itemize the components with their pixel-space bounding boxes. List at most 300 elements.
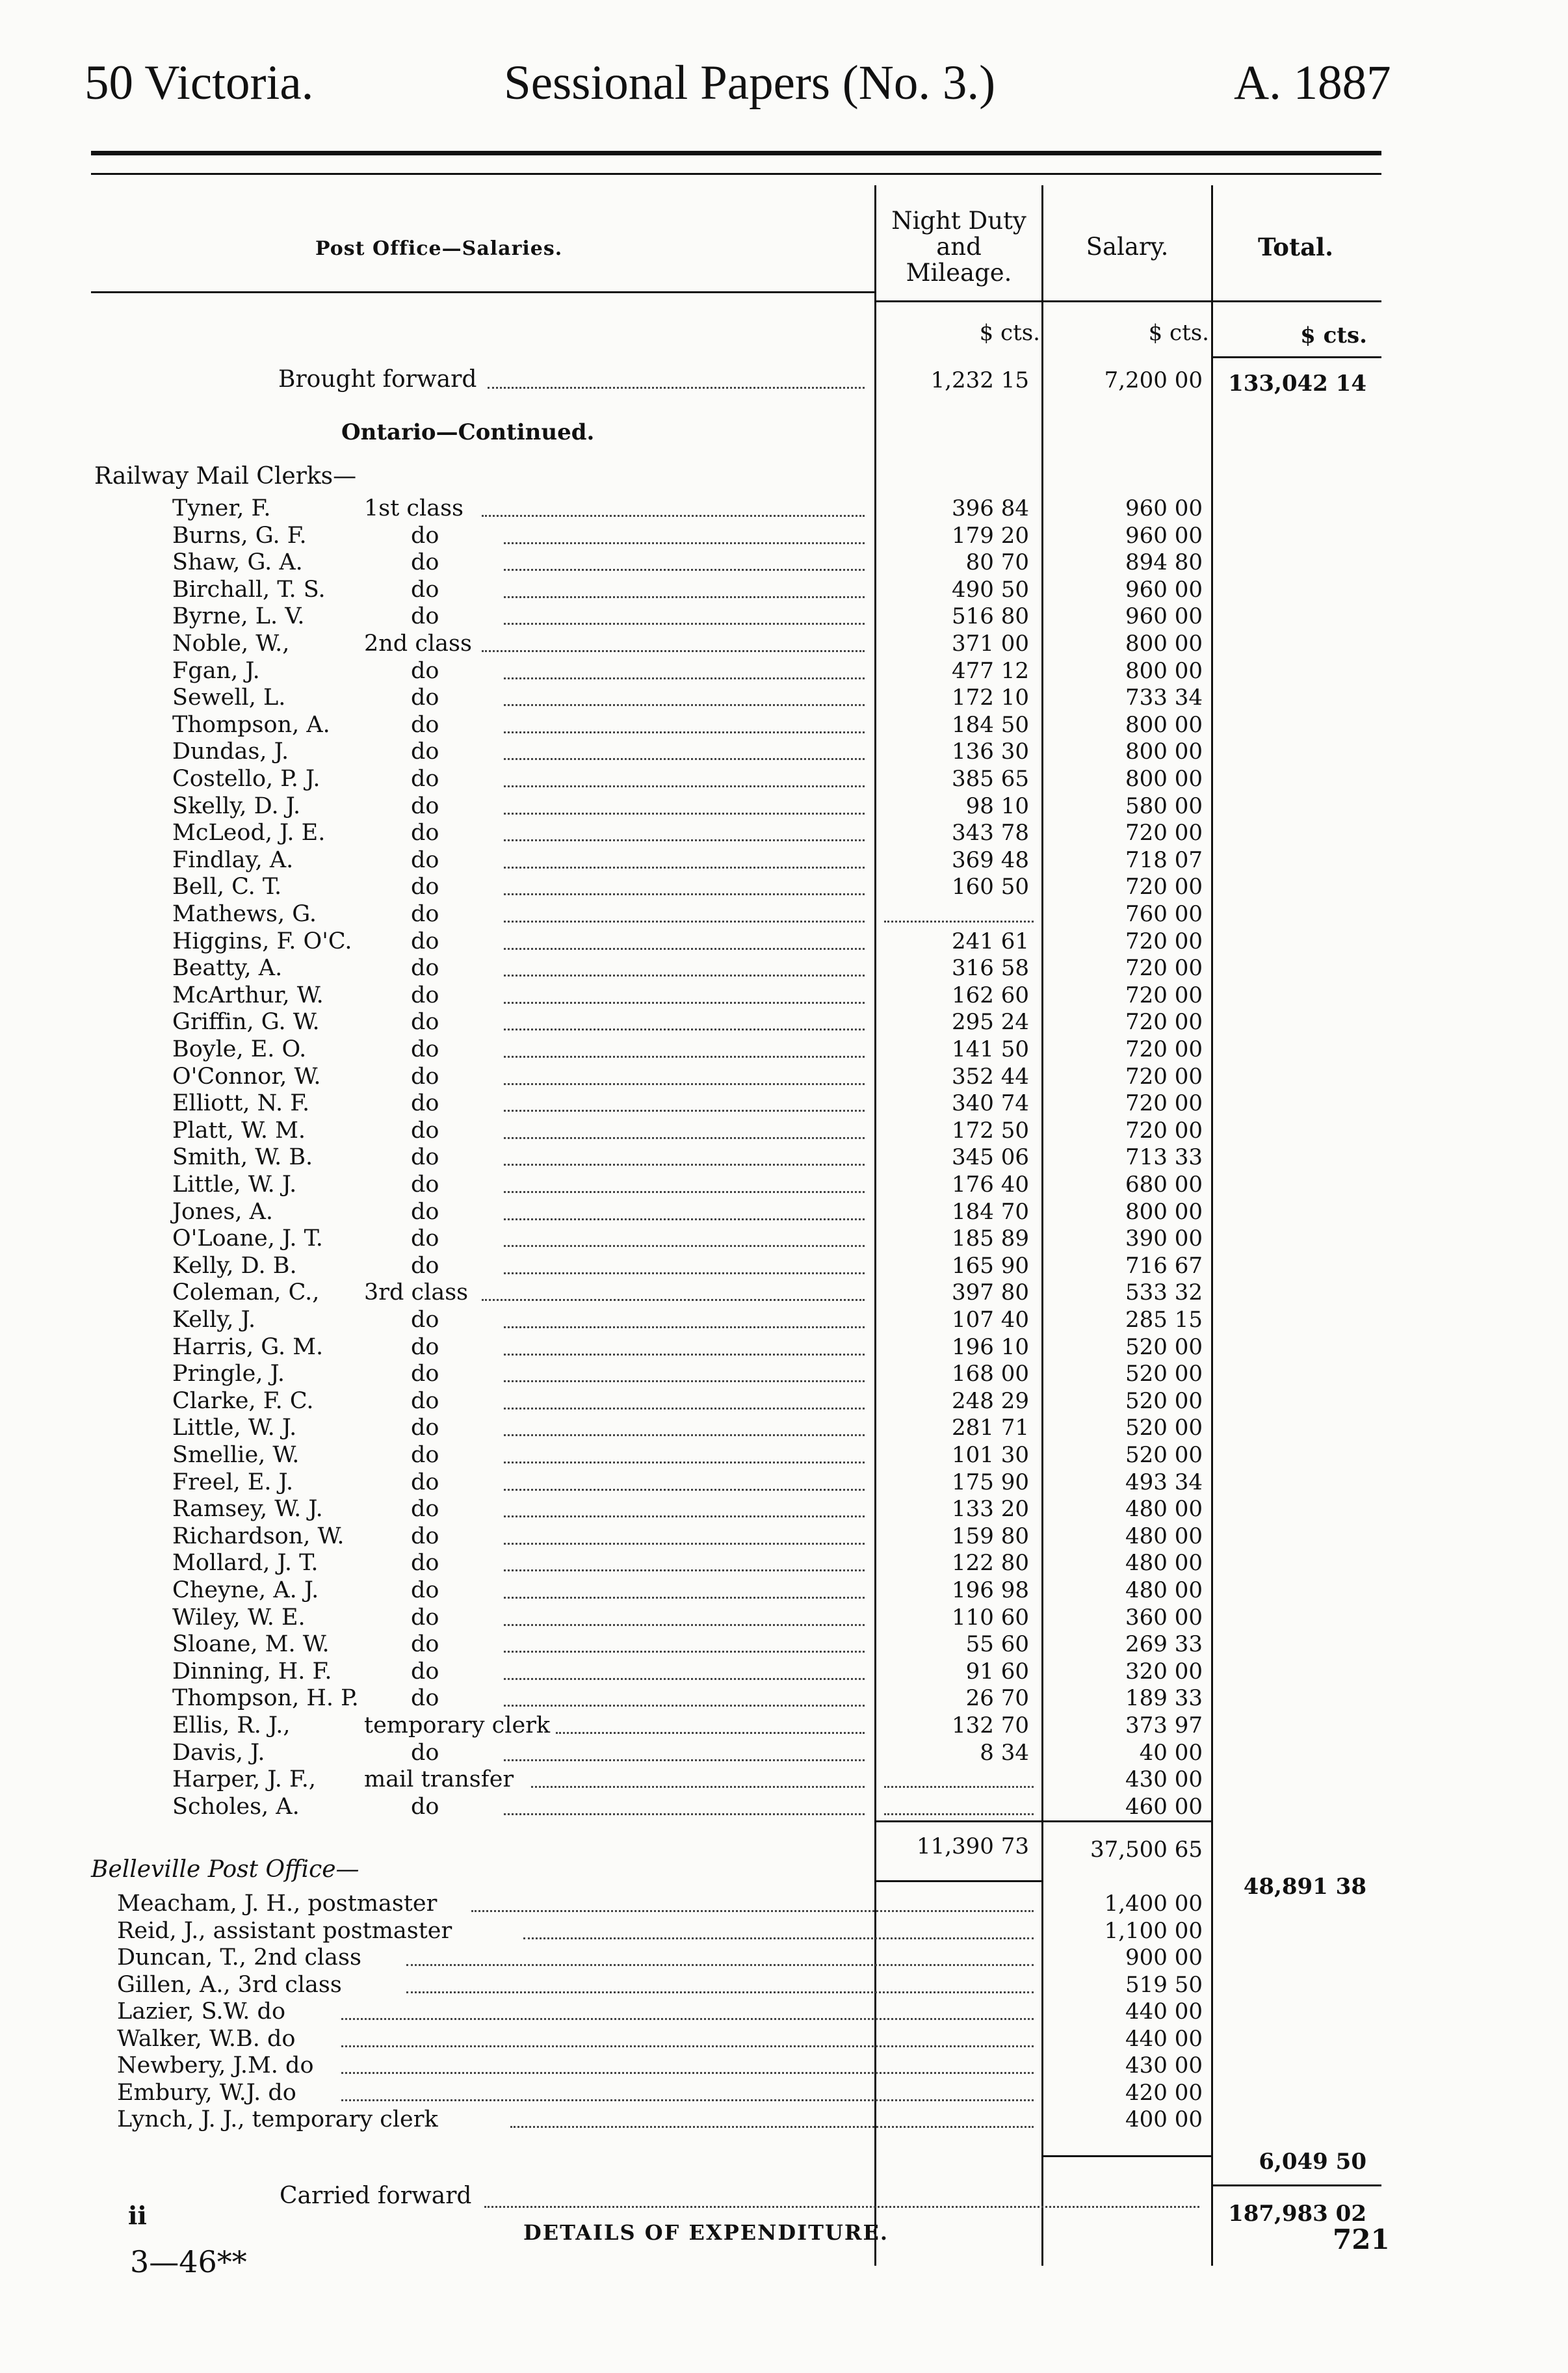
railway-night-duty: 369 48 xyxy=(952,847,1029,873)
railway-clerk-class: mail transfer xyxy=(364,1766,514,1792)
railway-night-duty: 160 50 xyxy=(952,874,1029,900)
dot-leader xyxy=(504,1569,865,1571)
dot-leader xyxy=(523,1937,1034,1939)
railway-night-duty: 176 40 xyxy=(952,1172,1029,1198)
railway-clerk-class: do xyxy=(411,1118,439,1144)
railway-clerk-class: temporary clerk xyxy=(364,1712,551,1738)
dot-leader xyxy=(504,731,865,733)
railway-night-duty: 345 06 xyxy=(952,1144,1029,1170)
dot-leader xyxy=(504,1110,865,1112)
railway-night-duty: 477 12 xyxy=(952,658,1029,684)
belleville-staff-name: Meacham, J. H., postmaster xyxy=(117,1891,438,1917)
belleville-staff-name: Reid, J., assistant postmaster xyxy=(117,1918,452,1944)
dot-leader xyxy=(504,1434,865,1436)
railway-clerk-name: Bell, C. T. xyxy=(172,874,282,900)
railway-salary: 960 00 xyxy=(1125,603,1203,629)
belleville-section-heading: Belleville Post Office— xyxy=(91,1856,359,1883)
dot-leader xyxy=(406,1964,1034,1966)
belleville-staff-name: Walker, W.B. do xyxy=(117,2026,296,2052)
dot-leader xyxy=(504,1813,865,1815)
railway-salary: 720 00 xyxy=(1125,1118,1203,1144)
night-duty-heading xyxy=(878,208,1040,286)
header-sessional-papers: Sessional Papers (No. 3.) xyxy=(504,56,996,110)
belleville-salary: 430 00 xyxy=(1125,2052,1203,2078)
railway-clerk-class: do xyxy=(411,1361,439,1387)
railway-clerk-class: do xyxy=(411,1523,439,1549)
railway-clerk-name: Freel, E. J. xyxy=(172,1469,294,1495)
night-duty-heading-line-2: and xyxy=(936,233,982,261)
dot-leader xyxy=(504,921,865,923)
railway-night-duty: 248 29 xyxy=(952,1388,1029,1414)
railway-salary: 520 00 xyxy=(1125,1361,1203,1387)
railway-night-duty: 343 78 xyxy=(952,820,1029,846)
railway-clerk-class: do xyxy=(411,549,439,575)
railway-salary: 520 00 xyxy=(1125,1442,1203,1468)
railway-clerk-class: do xyxy=(411,874,439,900)
railway-clerk-class: do xyxy=(411,1685,439,1711)
railway-night-duty: 196 98 xyxy=(952,1577,1029,1603)
belleville-staff-name: Gillen, A., 3rd class xyxy=(117,1972,342,1998)
railway-clerk-name: Kelly, J. xyxy=(172,1307,256,1333)
railway-clerk-name: Mathews, G. xyxy=(172,901,317,927)
railway-night-duty: 101 30 xyxy=(952,1442,1029,1468)
railway-night-duty: 295 24 xyxy=(952,1009,1029,1035)
dot-leader xyxy=(504,1705,865,1707)
railway-salary: 720 00 xyxy=(1125,820,1203,846)
railway-night-duty: 184 50 xyxy=(952,712,1029,738)
railway-clerk-class: do xyxy=(411,1415,439,1441)
dot-leader xyxy=(504,839,865,841)
page-number: 721 xyxy=(1333,2223,1390,2255)
dot-leader xyxy=(504,1245,865,1247)
railway-salary: 493 34 xyxy=(1125,1469,1203,1495)
railway-salary: 800 00 xyxy=(1125,739,1203,765)
railway-salary: 480 00 xyxy=(1125,1577,1203,1603)
dot-leader xyxy=(556,1732,865,1734)
dot-leader xyxy=(504,1651,865,1653)
dot-leader xyxy=(504,569,865,571)
column-divider-2 xyxy=(1041,185,1043,2266)
railway-clerk-name: Shaw, G. A. xyxy=(172,549,303,575)
dot-leader xyxy=(504,1678,865,1680)
railway-salary: 720 00 xyxy=(1125,1064,1203,1090)
railway-clerk-name: Elliott, N. F. xyxy=(172,1090,310,1116)
carried-forward-label: Carried forward xyxy=(280,2183,472,2209)
brought-forward-salary: 7,200 00 xyxy=(1104,367,1203,393)
railway-salary: 520 00 xyxy=(1125,1334,1203,1360)
railway-clerk-name: Cheyne, A. J. xyxy=(172,1577,319,1603)
railway-clerk-name: Boyle, E. O. xyxy=(172,1036,307,1062)
night-unit-label: $ cts. xyxy=(979,320,1040,346)
railway-night-duty: 184 70 xyxy=(952,1199,1029,1225)
railway-clerk-name: Dinning, H. F. xyxy=(172,1658,332,1685)
railway-clerk-name: Jones, A. xyxy=(172,1199,273,1225)
railway-clerk-class: do xyxy=(411,1469,439,1495)
railway-night-duty: 396 84 xyxy=(952,495,1029,521)
railway-clerk-name: Ellis, R. J., xyxy=(172,1712,291,1738)
railway-clerk-name: Smith, W. B. xyxy=(172,1144,313,1170)
dot-leader xyxy=(504,893,865,895)
railway-clerk-name: Thompson, A. xyxy=(172,712,330,738)
railway-clerk-name: Scholes, A. xyxy=(172,1794,300,1820)
railway-night-duty: 241 61 xyxy=(952,928,1029,954)
railway-clerk-class: do xyxy=(411,901,439,927)
railway-night-duty: 110 60 xyxy=(952,1605,1029,1631)
railway-clerk-class: do xyxy=(411,1064,439,1090)
dot-leader xyxy=(504,1137,865,1139)
railway-night-duty: 159 80 xyxy=(952,1523,1029,1549)
railway-salary: 720 00 xyxy=(1125,1090,1203,1116)
railway-salary: 40 00 xyxy=(1139,1740,1203,1766)
railway-night-duty: 172 50 xyxy=(952,1118,1029,1144)
railway-night-duty: 141 50 xyxy=(952,1036,1029,1062)
dot-leader xyxy=(504,542,865,544)
railway-clerk-class: do xyxy=(411,685,439,711)
railway-salary: 800 00 xyxy=(1125,1199,1203,1225)
dot-leader xyxy=(504,1029,865,1030)
brought-forward-total: 133,042 14 xyxy=(1228,371,1366,397)
railway-clerk-name: Harper, J. F., xyxy=(172,1766,317,1792)
railway-salary: 894 80 xyxy=(1125,549,1203,575)
railway-salary: 430 00 xyxy=(1125,1766,1203,1792)
belleville-salary: 900 00 xyxy=(1125,1945,1203,1971)
belleville-staff-name: Lynch, J. J., temporary clerk xyxy=(117,2106,438,2132)
railway-salary: 720 00 xyxy=(1125,928,1203,954)
railway-clerk-name: Noble, W., xyxy=(172,631,290,657)
railway-night-duty: 136 30 xyxy=(952,739,1029,765)
carried-forward-top-rule xyxy=(1211,2184,1381,2186)
railway-clerk-class: do xyxy=(411,1794,439,1820)
dot-leader xyxy=(504,1083,865,1085)
salary-unit-label: $ cts. xyxy=(1148,320,1209,346)
railway-clerk-name: Pringle, J. xyxy=(172,1361,285,1387)
railway-clerk-name: McLeod, J. E. xyxy=(172,820,326,846)
railway-total: 48,891 38 xyxy=(1243,1874,1366,1900)
belleville-staff-name: Newbery, J.M. do xyxy=(117,2052,314,2078)
railway-clerk-class: do xyxy=(411,955,439,981)
night-duty-heading-line-3: Mileage. xyxy=(906,259,1012,287)
railway-night-duty: 185 89 xyxy=(952,1226,1029,1252)
railway-clerk-class: do xyxy=(411,1577,439,1603)
dot-leader xyxy=(471,1910,1034,1912)
header-session: 50 Victoria. xyxy=(85,56,314,110)
belleville-staff-name: Duncan, T., 2nd class xyxy=(117,1945,361,1971)
dot-leader xyxy=(341,2045,1034,2047)
railway-clerk-name: Davis, J. xyxy=(172,1740,265,1766)
railway-clerk-name: Clarke, F. C. xyxy=(172,1388,314,1414)
railway-clerk-name: Little, W. J. xyxy=(172,1415,297,1441)
brought-forward-label: Brought forward xyxy=(278,366,477,393)
belleville-staff-name: Embury, W.J. do xyxy=(117,2080,296,2106)
dot-leader xyxy=(341,2099,1034,2101)
belleville-salary: 440 00 xyxy=(1125,1999,1203,2025)
railway-salary: 480 00 xyxy=(1125,1550,1203,1576)
railway-salary: 680 00 xyxy=(1125,1172,1203,1198)
belleville-salary: 1,400 00 xyxy=(1104,1891,1203,1917)
carried-forward-total: 187,983 02 xyxy=(1228,2201,1366,2227)
belleville-salary: 1,100 00 xyxy=(1104,1918,1203,1944)
brought-forward-rule xyxy=(1211,356,1381,358)
brought-forward-leader xyxy=(488,387,865,389)
railway-night-duty: 516 80 xyxy=(952,603,1029,629)
table-title: Post Office—Salaries. xyxy=(315,237,563,260)
dot-leader xyxy=(406,1991,1034,1993)
railway-night-duty: 371 00 xyxy=(952,631,1029,657)
railway-clerk-class: do xyxy=(411,1496,439,1522)
dot-leader xyxy=(504,596,865,598)
railway-clerk-class: do xyxy=(411,1172,439,1198)
railway-clerk-name: Sloane, M. W. xyxy=(172,1631,330,1657)
railway-salary: 533 32 xyxy=(1125,1279,1203,1305)
dot-leader xyxy=(504,1326,865,1328)
railway-night-duty: 352 44 xyxy=(952,1064,1029,1090)
railway-salary: 720 00 xyxy=(1125,955,1203,981)
railway-clerk-name: Fgan, J. xyxy=(172,658,260,684)
railway-salary: 800 00 xyxy=(1125,766,1203,792)
railway-clerk-name: Tyner, F. xyxy=(172,495,271,521)
railway-night-duty: 107 40 xyxy=(952,1307,1029,1333)
head-rule-right xyxy=(874,300,1381,302)
railway-clerk-class: do xyxy=(411,793,439,819)
belleville-staff-name: Lazier, S.W. do xyxy=(117,1999,286,2025)
belleville-total: 6,049 50 xyxy=(1259,2149,1366,2175)
railway-clerk-class: do xyxy=(411,1658,439,1685)
night-column-close-rule xyxy=(874,1880,1041,1882)
railway-clerk-class: do xyxy=(411,523,439,549)
belleville-salary: 519 50 xyxy=(1125,1972,1203,1998)
railway-salary: 269 33 xyxy=(1125,1631,1203,1657)
dot-leader xyxy=(504,1515,865,1517)
railway-clerk-class: do xyxy=(411,712,439,738)
dot-leader xyxy=(504,1191,865,1193)
column-divider-3 xyxy=(1211,185,1213,2266)
railway-clerk-class: do xyxy=(411,1442,439,1468)
railway-salary: 480 00 xyxy=(1125,1523,1203,1549)
railway-salary: 713 33 xyxy=(1125,1144,1203,1170)
header-year: A. 1887 xyxy=(1234,56,1391,110)
carried-forward-leader xyxy=(484,2206,1199,2208)
railway-salary: 520 00 xyxy=(1125,1415,1203,1441)
railway-salary: 390 00 xyxy=(1125,1226,1203,1252)
head-rule-left xyxy=(91,291,874,293)
railway-clerk-class: do xyxy=(411,1226,439,1252)
railway-clerk-name: Coleman, C., xyxy=(172,1279,320,1305)
dot-leader xyxy=(504,948,865,950)
brought-forward-night: 1,232 15 xyxy=(930,367,1029,393)
railway-salary: 720 00 xyxy=(1125,874,1203,900)
footer-left-mark: ii xyxy=(128,2201,147,2230)
railway-clerk-class: do xyxy=(411,1605,439,1631)
dot-leader xyxy=(341,2018,1034,2020)
railway-clerk-name: Beatty, A. xyxy=(172,955,283,981)
railway-clerk-class: do xyxy=(411,1199,439,1225)
railway-salary: 189 33 xyxy=(1125,1685,1203,1711)
railway-clerk-name: Sewell, L. xyxy=(172,685,286,711)
railway-clerk-name: Dundas, J. xyxy=(172,739,289,765)
railway-salary: 720 00 xyxy=(1125,1009,1203,1035)
dot-leader xyxy=(482,515,865,517)
dot-leader xyxy=(510,2126,1034,2128)
railway-night-duty: 98 10 xyxy=(965,793,1029,819)
railway-clerk-name: Platt, W. M. xyxy=(172,1118,306,1144)
dot-leader xyxy=(482,1299,865,1301)
railway-clerk-class: do xyxy=(411,739,439,765)
railway-clerk-class: do xyxy=(411,982,439,1008)
belleville-rule xyxy=(1041,2155,1211,2157)
total-heading: Total. xyxy=(1258,233,1333,261)
railway-clerk-class: do xyxy=(411,1009,439,1035)
railway-clerk-name: Little, W. J. xyxy=(172,1172,297,1198)
dot-leader xyxy=(504,1489,865,1491)
railway-salary: 460 00 xyxy=(1125,1794,1203,1820)
railway-clerk-class: do xyxy=(411,1334,439,1360)
dot-leader xyxy=(482,650,865,652)
empty-cell-leader xyxy=(884,1813,1034,1815)
railway-night-duty: 8 34 xyxy=(980,1740,1029,1766)
railway-salary: 720 00 xyxy=(1125,1036,1203,1062)
railway-salary: 800 00 xyxy=(1125,658,1203,684)
railway-section-heading: Railway Mail Clerks— xyxy=(94,463,357,490)
dot-leader xyxy=(504,1543,865,1545)
railway-salary: 718 07 xyxy=(1125,847,1203,873)
railway-clerk-class: do xyxy=(411,1253,439,1279)
dot-leader xyxy=(504,867,865,869)
railway-night-duty: 179 20 xyxy=(952,523,1029,549)
salary-heading: Salary. xyxy=(1086,233,1169,261)
railway-clerk-class: do xyxy=(411,1388,439,1414)
railway-night-duty: 168 00 xyxy=(952,1361,1029,1387)
railway-salary: 716 67 xyxy=(1125,1253,1203,1279)
railway-salary: 373 97 xyxy=(1125,1712,1203,1738)
railway-clerk-class: do xyxy=(411,1740,439,1766)
dot-leader xyxy=(504,677,865,679)
railway-salary: 580 00 xyxy=(1125,793,1203,819)
railway-salary: 960 00 xyxy=(1125,495,1203,521)
railway-clerk-name: Birchall, T. S. xyxy=(172,577,326,603)
subtotal-rule-night xyxy=(874,1820,1041,1822)
railway-night-duty: 26 70 xyxy=(965,1685,1029,1711)
empty-cell-leader xyxy=(884,1786,1034,1788)
footer-title: DETAILS OF EXPENDITURE. xyxy=(523,2220,889,2245)
railway-clerk-class: do xyxy=(411,1307,439,1333)
dot-leader xyxy=(504,1759,865,1761)
railway-salary: 960 00 xyxy=(1125,577,1203,603)
railway-clerk-name: Griffin, G. W. xyxy=(172,1009,320,1035)
railway-salary: 800 00 xyxy=(1125,631,1203,657)
railway-clerk-class: do xyxy=(411,928,439,954)
railway-night-duty: 133 20 xyxy=(952,1496,1029,1522)
railway-clerk-name: McArthur, W. xyxy=(172,982,324,1008)
empty-cell-leader xyxy=(884,921,1034,923)
railway-clerk-name: Findlay, A. xyxy=(172,847,294,873)
belleville-salary: 400 00 xyxy=(1125,2106,1203,2132)
railway-night-duty: 316 58 xyxy=(952,955,1029,981)
railway-clerk-name: Thompson, H. P. xyxy=(172,1685,359,1711)
dot-leader xyxy=(504,1597,865,1599)
railway-salary: 360 00 xyxy=(1125,1605,1203,1631)
dot-leader xyxy=(531,1786,865,1788)
railway-night-duty: 165 90 xyxy=(952,1253,1029,1279)
dot-leader xyxy=(504,1408,865,1409)
railway-clerk-name: Burns, G. F. xyxy=(172,523,307,549)
railway-clerk-class: do xyxy=(411,603,439,629)
dot-leader xyxy=(504,1380,865,1382)
railway-clerk-class: 2nd class xyxy=(364,631,472,657)
railway-clerk-class: do xyxy=(411,1090,439,1116)
railway-clerk-class: 1st class xyxy=(364,495,464,521)
railway-salary: 480 00 xyxy=(1125,1496,1203,1522)
dot-leader xyxy=(504,704,865,706)
railway-night-duty: 122 80 xyxy=(952,1550,1029,1576)
railway-clerk-name: Smellie, W. xyxy=(172,1442,300,1468)
dot-leader xyxy=(504,1272,865,1274)
railway-night-duty: 490 50 xyxy=(952,577,1029,603)
railway-clerk-class: do xyxy=(411,1631,439,1657)
dot-leader xyxy=(504,1002,865,1004)
railway-clerk-name: Ramsey, W. J. xyxy=(172,1496,323,1522)
railway-clerk-class: do xyxy=(411,658,439,684)
railway-clerk-name: Richardson, W. xyxy=(172,1523,345,1549)
railway-clerk-name: Skelly, D. J. xyxy=(172,793,301,819)
railway-clerk-class: do xyxy=(411,1550,439,1576)
railway-salary-subtotal: 37,500 65 xyxy=(1090,1837,1203,1863)
railway-clerk-name: Harris, G. M. xyxy=(172,1334,324,1360)
railway-clerk-name: Byrne, L. V. xyxy=(172,603,305,629)
railway-clerk-name: Higgins, F. O'C. xyxy=(172,928,352,954)
railway-salary: 960 00 xyxy=(1125,523,1203,549)
dot-leader xyxy=(341,2072,1034,2074)
railway-night-duty: 132 70 xyxy=(952,1712,1029,1738)
railway-clerk-name: Kelly, D. B. xyxy=(172,1253,297,1279)
railway-clerk-class: 3rd class xyxy=(364,1279,469,1305)
dot-leader xyxy=(504,975,865,977)
dot-leader xyxy=(504,623,865,625)
railway-clerk-class: do xyxy=(411,1144,439,1170)
railway-night-duty: 91 60 xyxy=(965,1658,1029,1685)
railway-night-duty: 55 60 xyxy=(965,1631,1029,1657)
railway-salary: 320 00 xyxy=(1125,1658,1203,1685)
railway-night-subtotal: 11,390 73 xyxy=(916,1833,1029,1859)
railway-clerk-class: do xyxy=(411,820,439,846)
header-rule xyxy=(91,151,1381,155)
dot-leader xyxy=(504,785,865,787)
footer-signature-mark: 3—46** xyxy=(130,2244,247,2279)
railway-salary: 520 00 xyxy=(1125,1388,1203,1414)
railway-salary: 760 00 xyxy=(1125,901,1203,927)
railway-salary: 720 00 xyxy=(1125,982,1203,1008)
railway-clerk-class: do xyxy=(411,847,439,873)
dot-leader xyxy=(504,1624,865,1626)
dot-leader xyxy=(504,1218,865,1220)
railway-night-duty: 397 80 xyxy=(952,1279,1029,1305)
railway-night-duty: 162 60 xyxy=(952,982,1029,1008)
railway-night-duty: 385 65 xyxy=(952,766,1029,792)
railway-clerk-class: do xyxy=(411,766,439,792)
dot-leader xyxy=(504,1354,865,1356)
railway-clerk-name: O'Loane, J. T. xyxy=(172,1226,323,1252)
dot-leader xyxy=(504,1056,865,1058)
railway-night-duty: 172 10 xyxy=(952,685,1029,711)
dot-leader xyxy=(504,1462,865,1463)
province-heading: Ontario—Continued. xyxy=(341,419,595,445)
belleville-salary: 420 00 xyxy=(1125,2080,1203,2106)
railway-clerk-class: do xyxy=(411,1036,439,1062)
dot-leader xyxy=(504,758,865,760)
railway-night-duty: 340 74 xyxy=(952,1090,1029,1116)
subtotal-rule-salary xyxy=(1041,1820,1211,1822)
railway-clerk-name: Costello, P. J. xyxy=(172,766,320,792)
railway-night-duty: 196 10 xyxy=(952,1334,1029,1360)
